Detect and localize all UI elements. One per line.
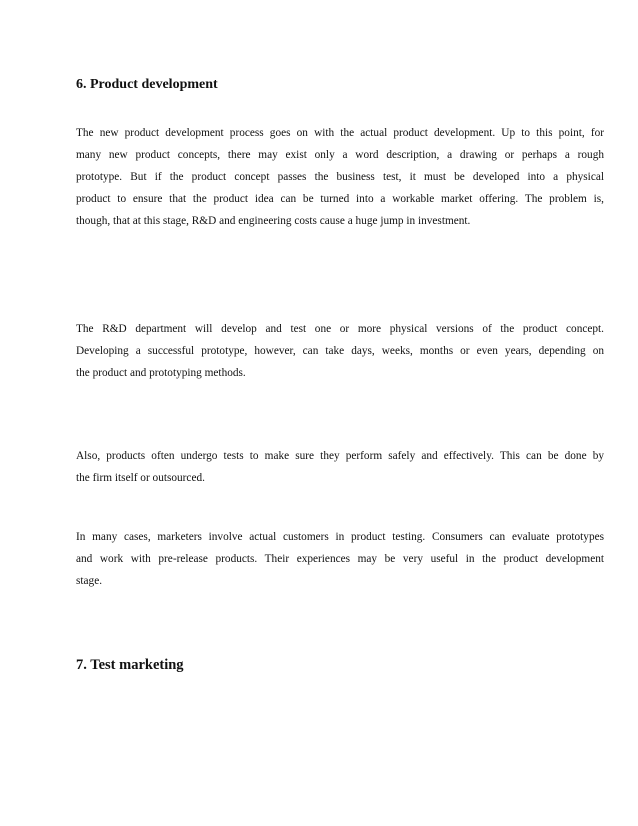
- section-heading-test-marketing: 7. Test marketing: [76, 657, 184, 673]
- paragraph-product-tests: [76, 445, 604, 489]
- paragraph-line: many new product concepts, there may exist only a word description, a drawing or perhaps a rough: [76, 149, 604, 161]
- paragraph-line: Developing a successful prototype, however, can take days, weeks, months or even years, depending on: [76, 345, 604, 357]
- paragraph-line: stage.: [76, 575, 103, 587]
- paragraph-line: Also, products often undergo tests to make sure they perform safely and effectively. This can be done by: [76, 450, 604, 462]
- section-heading-product-development: 6. Product development: [76, 77, 218, 92]
- paragraph-line: The R&D department will develop and test one or more physical versions of the product concept.: [76, 323, 604, 335]
- paragraph-line: the firm itself or outsourced.: [76, 472, 205, 484]
- paragraph-rd-department: [76, 318, 604, 384]
- paragraph-line: In many cases, marketers involve actual customers in product testing. Consumers can evaluate prototypes: [76, 531, 604, 543]
- paragraph-line: The new product development process goes on with the actual product development. Up to this point, for: [76, 127, 604, 139]
- paragraph-product-development-intro: [76, 122, 604, 232]
- paragraph-customer-testing: [76, 526, 604, 592]
- paragraph-line: and work with pre-release products. Their experiences may be very useful in the product development: [76, 553, 604, 565]
- paragraph-line: the product and prototyping methods.: [76, 367, 246, 379]
- paragraph-line: product to ensure that the product idea can be turned into a workable market offering. The problem is,: [76, 193, 604, 205]
- paragraph-line: prototype. But if the product concept passes the business test, it must be developed into a physical: [76, 171, 604, 183]
- paragraph-line: though, that at this stage, R&D and engineering costs cause a huge jump in investment.: [76, 215, 471, 227]
